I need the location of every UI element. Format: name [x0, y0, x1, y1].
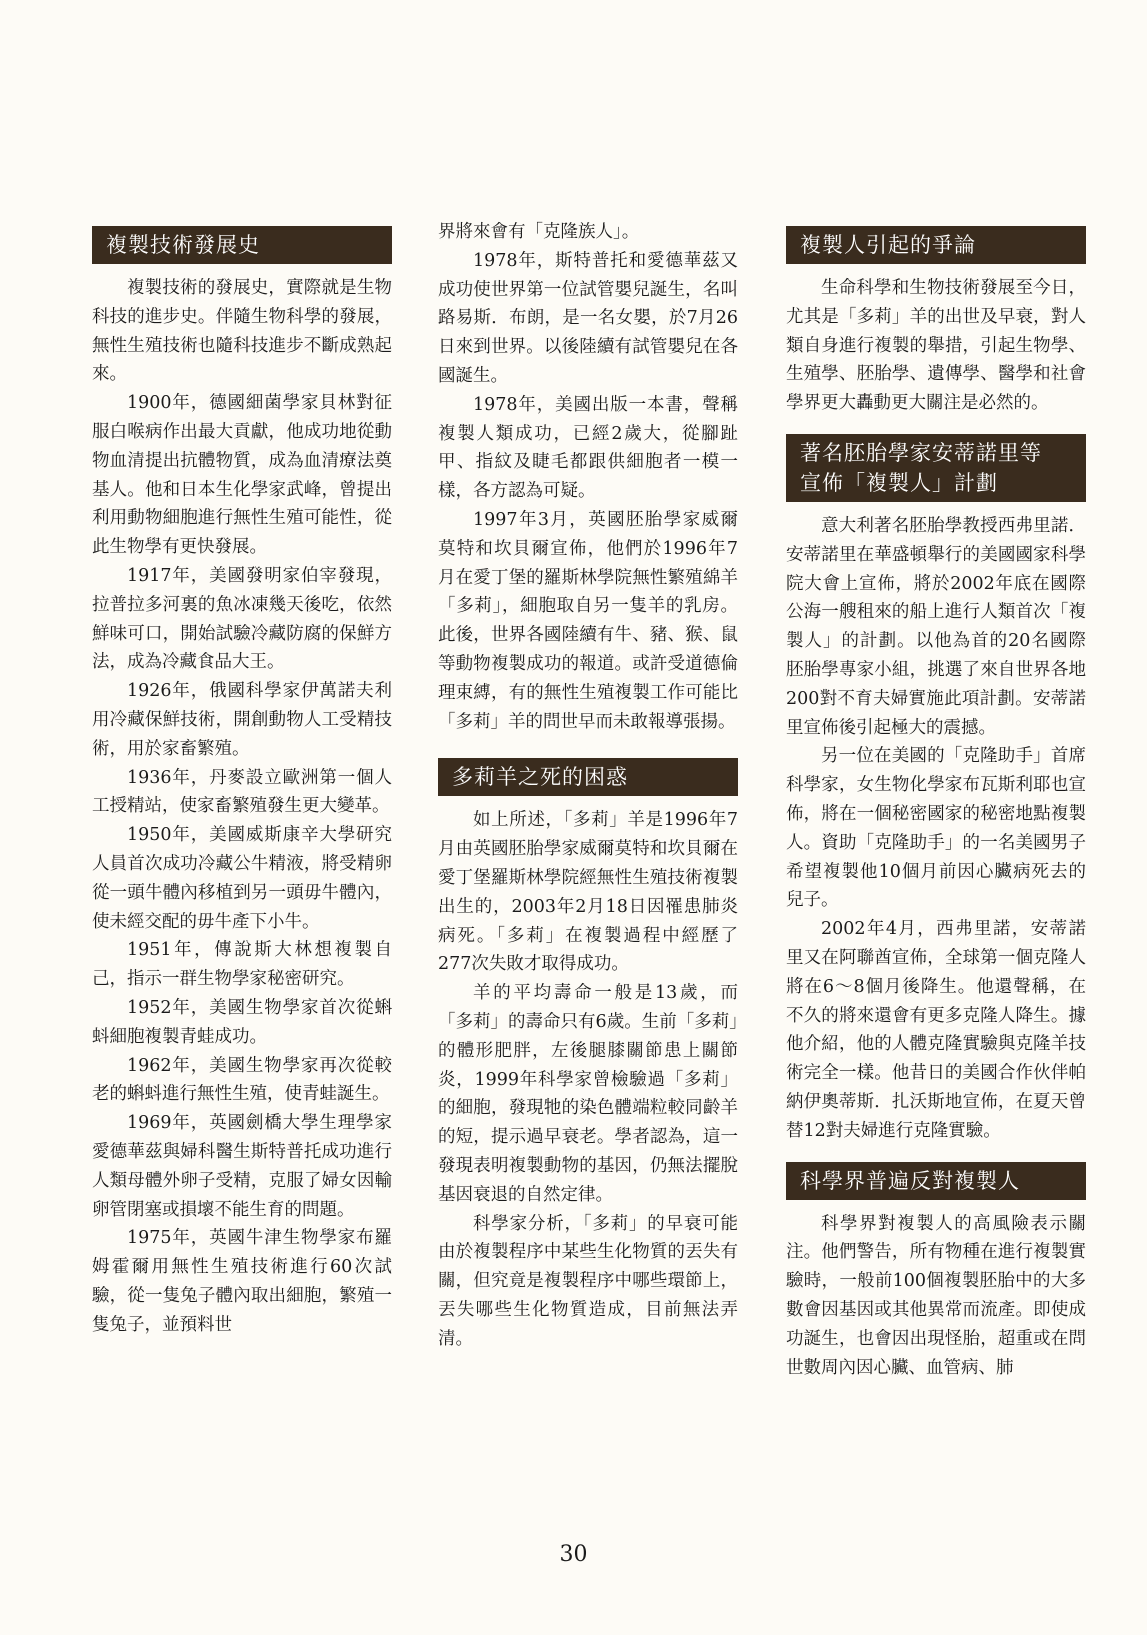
paragraph: 另一位在美國的「克隆助手」首席科學家，女生物化學家布瓦斯利耶也宣佈，將在一個秘密國家的秘密地點複製人。資助「克隆助手」的一名美國男子希望複製他10個月前因心臟病死去的兒子。: [786, 746, 1086, 911]
column-2: [438, 218, 738, 1518]
paragraph: 1962年，美國生物學家再次從較老的蝌蚪進行無性生殖，使青蛙誕生。: [92, 1055, 392, 1105]
heading-line: 著名胚胎學家安蒂諾里等: [800, 440, 1042, 465]
column-3: [786, 218, 1086, 1518]
paragraph: 1969年，英國劍橋大學生理學家愛德華茲與婦科醫生斯特普托成功進行人類母體外卵子受精，克服了婦女因輸卵管閉塞或損壞不能生育的問題。: [92, 1113, 392, 1220]
paragraph: 2002年4月，西弗里諾，安蒂諾里又在阿聯酋宣佈，全球第一個克隆人將在6～8個月後降生。他還聲稱，在不久的將來還會有更多克隆人降生。據他介紹，他的人體克隆實驗與克隆羊技術完全一樣。他昔日的美國合作伙伴帕納伊奧蒂斯．扎沃斯地宣佈，在夏天曾替12對夫婦進行克隆實驗。: [786, 919, 1086, 1141]
paragraph-continued: 界將來會有「克隆族人」。: [438, 222, 640, 242]
section-heading-antinori: [786, 434, 1086, 502]
paragraph: 羊的平均壽命一般是13歲，而「多莉」的壽命只有6歲。生前「多莉」的體形肥胖，左後腿膝關節患上關節炎，1999年科學家曾檢驗過「多莉」的細胞，發現牠的染色體端粒較同齡羊的短，提示過早衰老。學者認為，這一發現表明複製動物的基因，仍無法擺脫基因衰退的自然定律。: [438, 983, 738, 1205]
heading-line: 宣佈「複製人」計劃: [800, 470, 998, 495]
paragraph: 如上所述，「多莉」羊是1996年7月由英國胚胎學家威爾莫特和坎貝爾在愛丁堡羅斯林學院經無性生殖技術複製出生的，2003年2月18日因罹患肺炎病死。「多莉」在複製過程中經歷了277次失敗才取得成功。: [438, 810, 738, 975]
page-number: 30: [559, 1542, 588, 1567]
paragraph: 1997年3月，英國胚胎學家威爾莫特和坎貝爾宣佈，他們於1996年7月在愛丁堡的羅斯林學院無性繁殖綿羊「多莉」，細胞取自另一隻羊的乳房。此後，世界各國陸續有牛、豬、猴、鼠等動物複製成功的報道。或許受道德倫理束縛，有的無性生殖複製工作可能比「多莉」羊的問世早而未敢報導張揚。: [438, 509, 738, 732]
paragraph: 複製技術的發展史，實際就是生物科技的進步史。伴隨生物科學的發展，無性生殖技術也隨科技進步不斷成熟起來。: [92, 278, 392, 385]
section-heading-history: 複製技術發展史: [92, 226, 392, 264]
paragraph: 生命科學和生物技術發展至今日，尤其是「多莉」羊的出世及早衰，對人類自身進行複製的舉措，引起生物學、生殖學、胚胎學、遺傳學、醫學和社會學界更大轟動更大關注是必然的。: [786, 278, 1086, 414]
paragraph: 意大利著名胚胎學教授西弗里諾．安蒂諾里在華盛頓舉行的美國國家科學院大會上宣佈，將於2002年底在國際公海一艘租來的船上進行人類首次「複製人」的計劃。以他為首的20名國際胚胎學專家小組，挑選了來自世界各地200對不育夫婦實施此項計劃。安蒂諾里宣佈後引起極大的震撼。: [786, 515, 1086, 738]
paragraph: 1978年，美國出版一本書，聲稱複製人類成功，已經2歲大，從腳趾甲、指紋及睫毛都跟供細胞者一模一樣，各方認為可疑。: [438, 394, 738, 502]
paragraph: 1975年，英國牛津生物學家布羅姆霍爾用無性生殖技術進行60次試驗，從一隻兔子體內取出細胞，繁殖一隻兔子，並預料世: [92, 1228, 392, 1335]
paragraph: 1917年，美國發明家伯宰發現，拉普拉多河裏的魚冰凍幾天後吃，依然鮮味可口，開始試驗冷藏防腐的保鮮方法，成為冷藏食品大王。: [92, 565, 392, 673]
column-1: [92, 218, 392, 1518]
paragraph: 1978年，斯特普托和愛德華茲又成功使世界第一位試管嬰兒誕生，名叫路易斯．布朗，是一名女嬰，於7月26日來到世界。以後陸續有試管嬰兒在各國誕生。: [438, 250, 738, 386]
section-heading-opposition: 科學界普遍反對複製人: [786, 1162, 1086, 1200]
paragraph: 1936年，丹麥設立歐洲第一個人工授精站，使家畜繁殖發生更大變革。: [92, 767, 392, 817]
paragraph: 科學界對複製人的高風險表示關注。他們警告，所有物種在進行複製實驗時，一般前100個複製胚胎中的大多數會因基因或其他異常而流產。即使成功誕生，也會因出現怪胎，超重或在問世數周內因心臟、血管病、肺: [786, 1213, 1086, 1378]
paragraph: 1926年，俄國科學家伊萬諾夫利用冷藏保鮮技術，開創動物人工受精技術，用於家畜繁殖。: [92, 681, 392, 759]
section-heading-controversy: 複製人引起的爭論: [786, 226, 1086, 264]
paragraph: 1951年，傳說斯大林想複製自己，指示一群生物學家秘密研究。: [92, 940, 392, 990]
paragraph: 1952年，美國生物學家首次從蝌蚪細胞複製青蛙成功。: [92, 997, 392, 1047]
section-heading-dolly: 多莉羊之死的困惑: [438, 758, 738, 796]
paragraph: 1900年，德國細菌學家貝林對征服白喉病作出最大貢獻，他成功地從動物血清提出抗體物質，成為血清療法奠基人。他和日本生化學家武峰，曾提出利用動物細胞進行無性生殖可能性，從此生物學有更快發展。: [92, 393, 392, 558]
paragraph: 科學家分析，「多莉」的早衰可能由於複製程序中某些生化物質的丟失有關，但究竟是複製程序中哪些環節上，丟失哪些生化物質造成，目前無法弄清。: [438, 1213, 738, 1349]
paragraph: 1950年，美國威斯康辛大學研究人員首次成功冷藏公牛精液，將受精卵從一頭牛體內移植到另一頭毋牛體內，使未經交配的毋牛產下小牛。: [92, 825, 392, 932]
